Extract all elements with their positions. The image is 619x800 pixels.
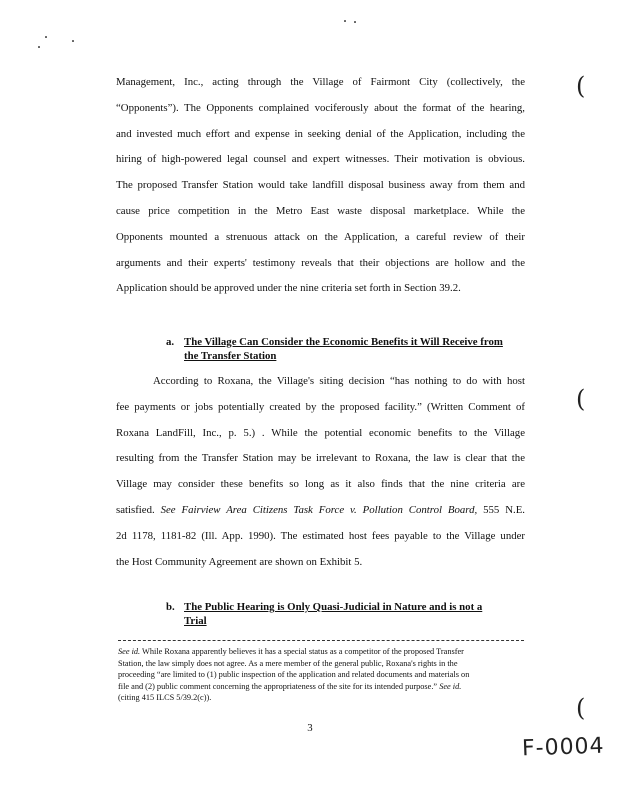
text-line: “Opponents”). The Opponents complained vociferously about the format of the hearing, — [116, 101, 525, 114]
footnote-line: proceeding “are limited to (1) public inspection of the application and related documents and materials on — [118, 670, 470, 679]
scan-speck — [72, 40, 74, 42]
footnote-see-id: See id. — [439, 681, 462, 691]
text-line: hiring of high-powered legal counsel and expert witnesses. Their motivation is obvious. — [116, 153, 525, 166]
text-line: the Host Community Agreement are shown on Exhibit 5. — [116, 555, 363, 568]
text-line: Village may consider these benefits so long as it also finds that the nine criteria are — [116, 478, 525, 491]
heading-title-line-2: Trial — [184, 615, 207, 627]
text-line: The proposed Transfer Station would take landfill disposal business away from them and — [116, 179, 525, 192]
handwritten-document-id: F-0004 — [521, 733, 606, 762]
footnote-line: (citing 415 ILCS 5/39.2(c)). — [118, 693, 212, 702]
text-line: According to Roxana, the Village's siting decision “has nothing to do with host — [153, 375, 525, 387]
footnote-divider — [118, 640, 524, 641]
footnote — [118, 646, 528, 704]
footnote-line: Station, the law simply does not agree. As a mere member of the general public, Roxana's rights in the — [118, 658, 458, 668]
text-line: resulting from the Transfer Station may be irrelevant to Roxana, the law is clear that the — [116, 452, 525, 465]
text-line: Opponents mounted a strenuous attack on the Application, a careful review of their — [116, 230, 525, 243]
citation-reporter: 555 N.E. — [477, 503, 525, 516]
footnote-text: While Roxana apparently believes it has a special status as a competitor of the proposed Transfer — [140, 647, 464, 656]
section-heading-a — [166, 335, 536, 365]
text-line: Application should be approved under the nine criteria set forth in Section 39.2. — [116, 282, 461, 295]
heading-letter: b. — [166, 601, 175, 613]
heading-letter: a. — [166, 336, 175, 348]
body-paragraph-1 — [116, 70, 525, 302]
text-line: Management, Inc., acting through the Village of Fairmont City (collectively, the — [116, 76, 525, 88]
text-line: and invested much effort and expense in seeking denial of the Application, including the — [116, 127, 525, 140]
footnote-line — [118, 681, 528, 693]
case-citation: See Fairview Area Citizens Task Force v. Pollution Control Board, — [160, 503, 478, 516]
footnote-line — [118, 646, 528, 658]
margin-mark: ( — [576, 385, 586, 413]
heading-title-line-2: the Transfer Station — [184, 350, 277, 362]
text-line: 2d 1178, 1181-82 (Ill. App. 1990). The estimated host fees payable to the Village under — [116, 529, 525, 542]
heading-title-line-1: The Public Hearing is Only Quasi-Judicial in Nature and is not a — [184, 601, 483, 613]
text-line-with-citation — [116, 498, 525, 524]
citation-lead: satisfied. — [116, 503, 161, 516]
text-line: cause price competition in the Metro East waste disposal marketplace. While the — [116, 204, 525, 217]
footnote-text: file and (2) public comment concerning the appropriateness of the site for its intended purpose.” — [118, 681, 440, 691]
scan-speck — [344, 20, 346, 22]
scan-speck — [38, 46, 40, 48]
footnote-see-id: See id. — [118, 647, 141, 656]
margin-mark: ( — [576, 72, 586, 100]
scan-speck — [354, 21, 356, 23]
scan-speck — [45, 36, 47, 38]
text-line: arguments and their experts' testimony reveals that their objections are hollow and the — [116, 256, 525, 269]
body-paragraph-2 — [116, 369, 525, 575]
margin-mark: ( — [576, 694, 586, 722]
section-heading-b — [166, 600, 536, 630]
heading-title-line-1: The Village Can Consider the Economic Benefits it Will Receive from — [184, 336, 503, 348]
text-line: fee payments or jobs potentially created by the proposed facility.” (Written Comment of — [116, 400, 525, 413]
page-number: 3 — [307, 722, 313, 734]
text-line: Roxana LandFill, Inc., p. 5.) . While the potential economic benefits to the Village — [116, 426, 525, 439]
